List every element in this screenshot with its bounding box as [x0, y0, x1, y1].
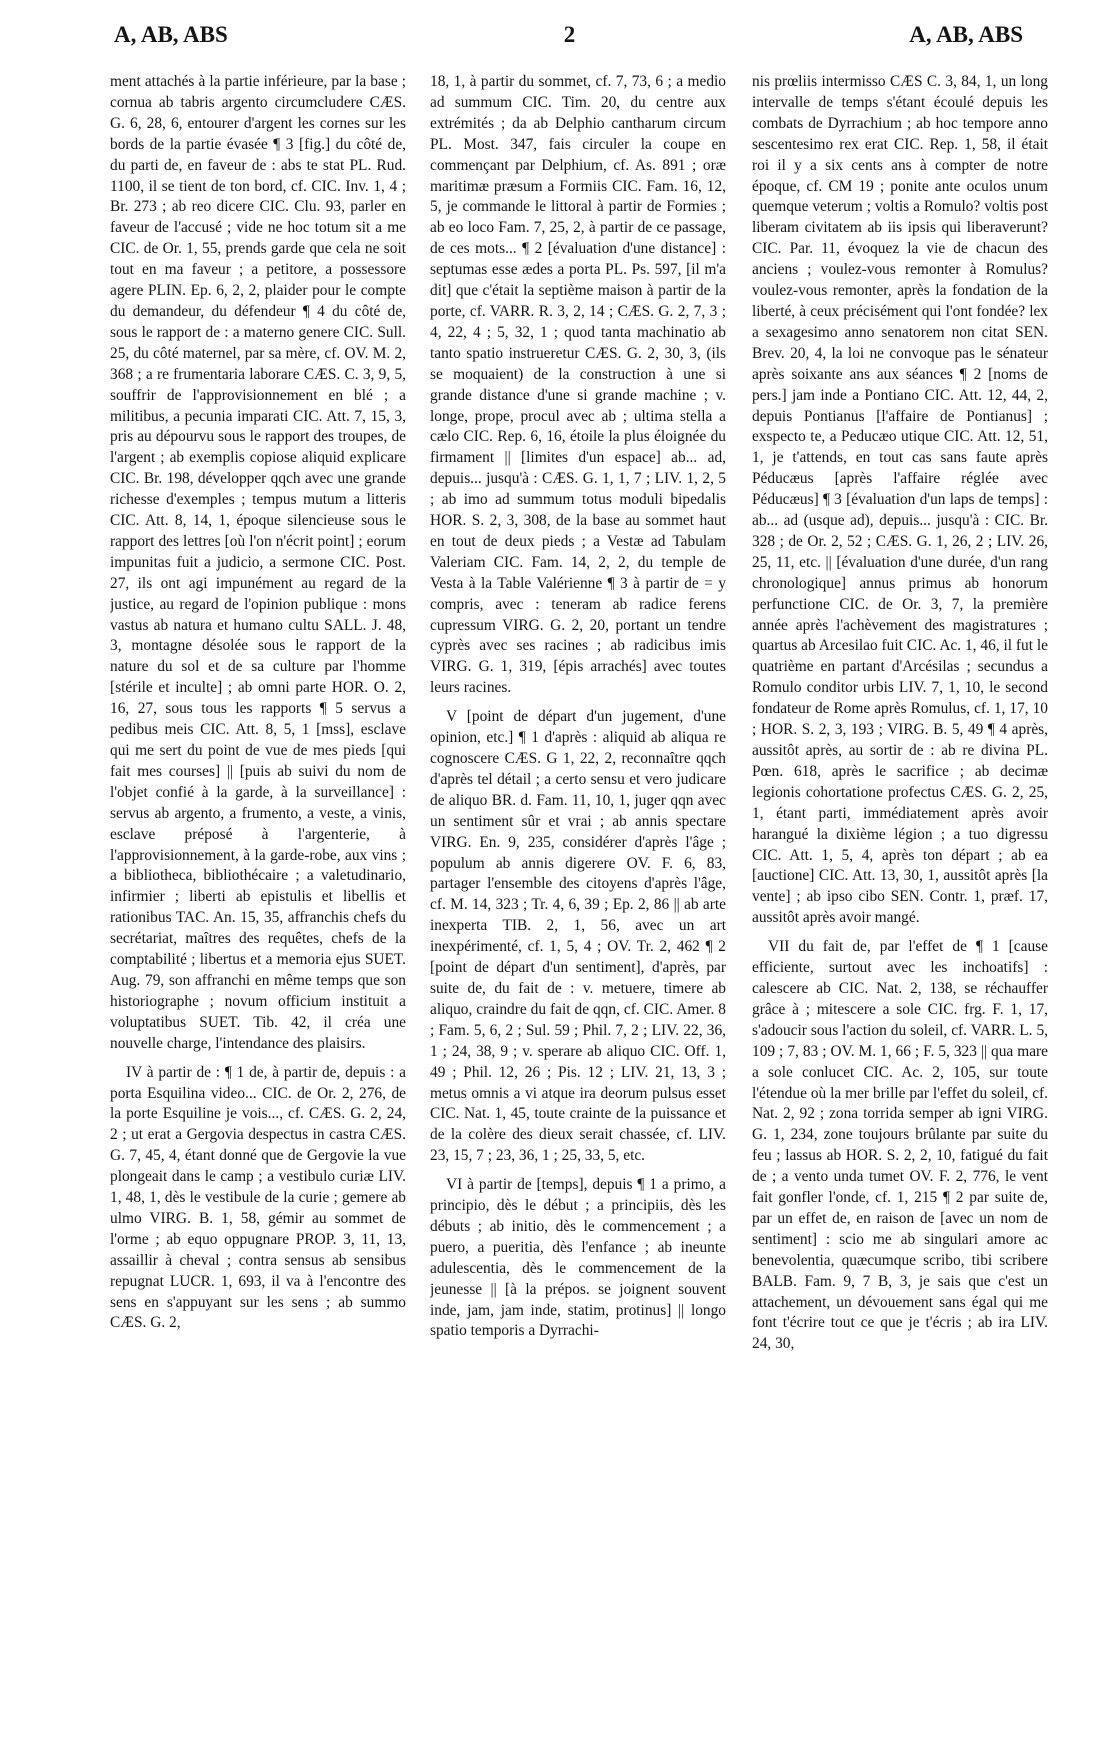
entry-paragraph: 18, 1, à partir du sommet, cf. 7, 73, 6 ; a medio ad summum CIC. Tim. 20, du centre aux extrémités ; da ab Delphio cantharum circum PL. Most. 347, fais circuler la coupe en commençant par Delphium, cf. As. 891 ; oræ maritimæ præsum a Formiis CIC. Fam. 16, 12, 5, je commande le littoral à partir de Formies ; ab eo loco Fam. 7, 25, 2, à partir de ce passage, de ces mots... ¶ 2 [évaluation d'une distance] : septumas esse ædes a porta PL. Ps. 597, [il m'a dit] que c'était la septième maison à partir de la porte, cf. VARR. R. 3, 2, 14 ; CÆS. G. 2, 7, 3 ; 4, 22, 4 ; 5, 32, 1 ; quod tanta machinatio ab tanto spatio instrueretur CÆS. G. 2, 30, 3, (ils se moquaient) de la construction à une si grande distance d'une si grande machine ; v. longe, prope, procul avec ab ; ultima stella a cælo CIC. Rep. 6, 16, étoile la plus éloignée du firmament || [limites d'un espace] ab... ad, depuis... jusqu'à : CÆS. G. 1, 1, 7 ; LIV. 1, 2, 5 ; ab imo ad summum totus moduli bipedalis HOR. S. 2, 3, 308, de la base au sommet haut en tout de deux pieds ; a Vestæ ad Tabulam Valeriam CIC. Fam. 14, 2, 2, du temple de Vesta à la Table Valérienne ¶ 3 à partir de = y compris, avec : teneram ab radice ferens cupressum VIRG. G. 2, 20, portant un tendre cyprès avec ses racines ; ab radicibus imis VIRG. G. 1, 319, [épis arrachés] avec toutes leurs racines.	[430, 73, 726, 697]
dictionary-columns	[110, 72, 1050, 1744]
entry-paragraph: nis prœliis intermisso CÆS C. 3, 84, 1, un long intervalle de temps s'étant écoulé depuis les combats de Dyrrachium ; ab hoc tempore anno sescentesimo rex erat CIC. Rep. 1, 58, il était roi il y a six cents ans à compter de notre époque, cf. CM 19 ; ponite ante oculos unum quemque veterum ; voltis a Romulo? voltis post liberam civitatem ab iis ipsis qui liberaverunt? CIC. Par. 11, évoquez la vie de chacun des anciens ; voulez-vous remonter à Romulus? voulez-vous remonter, après la fondation de la liberté, à ceux précisément qui l'ont fondée? lex a sexagesimo anno senatorem non citat SEN. Brev. 20, 4, la loi ne convoque pas le sénateur après soixante ans aux séances ¶ 2 [noms de pers.] jam inde a Pontiano CIC. Att. 12, 44, 2, depuis Pontianus [l'affaire de Pontianus] ; exspecto te, a Peducæo utique CIC. Att. 12, 51, 1, je t'attends, en tout cas sans faute après Péducæus [après l'affaire réglée avec Péducæus] ¶ 3 [évaluation d'un laps de temps] : ab... ad (usque ad), depuis... jusqu'à : CIC. Br. 328 ; de Or. 2, 52 ; CÆS. G. 1, 26, 2 ; LIV. 26, 25, 11, etc. || [évaluation d'une durée, d'un rang chronologique] annus primus ab honorum perfunctione CIC. de Or. 3, 7, la première année après l'achèvement des magistratures ; quartus ab Arcesilao fuit CIC. Ac. 1, 46, il fut le quatrième en partant d'Arcésilas ; secundus a Romulo conditor urbis LIV. 7, 1, 10, le second fondateur de Rome après Romulus, cf. 1, 17, 10 ; HOR. S. 2, 3, 193 ; VIRG. B. 5, 49 ¶ 4 après, aussitôt après, au sortir de : ab re divina PL. Pœn. 618, après le sacrifice ; ab decimæ legionis cohortatione profectus CÆS. G. 2, 25, 1, étant parti, immédiatement après avoir harangué la dixième légion ; a tuo digressu CIC. Att. 1, 5, 4, après ton départ ; ab ea [auctione] CIC. Att. 13, 30, 1, aussitôt après [la vente] ; ab ipso cibo SEN. Contr. 1, præf. 17, aussitôt après avoir mangé.	[752, 73, 1048, 927]
page-header	[92, 22, 1047, 58]
entry-section-v: V [point de départ d'un jugement, d'une opinion, etc.] ¶ 1 d'après : aliquid ab aliqua re cognoscere CÆS. G 1, 22, 2, reconnaître qqch d'après tel détail ; a certo sensu et vero judicare de aliquo BR. d. Fam. 11, 10, 1, juger qqn avec un sentiment sûr et vrai ; ab annis spectare VIRG. En. 9, 235, considérer d'après l'âge ; populum ab annis digerere OV. F. 6, 83, partager l'ensemble des citoyens d'après l'âge, cf. M. 14, 323 ; Tr. 4, 6, 39 ; Ep. 2, 86 || ab arte inexperta TIB. 2, 1, 56, avec un art inexpérimenté, cf. 1, 5, 4 ; OV. Tr. 2, 462 ¶ 2 [point de départ d'un sentiment], d'après, par suite de, du fait de : v. metuere, timere ab aliquo, craindre du fait de qqn, cf. CIC. Amer. 8 ; Fam. 5, 6, 2 ; Sul. 59 ; Phil. 7, 2 ; LIV. 22, 36, 1 ; 24, 38, 9 ; v. sperare ab aliquo CIC. Off. 1, 49 ; Phil. 12, 26 ; Pis. 12 ; LIV. 21, 13, 3 ; metus omnis a vi atque ira deorum pulsus esset CIC. Nat. 1, 45, toute crainte de la puissance et de la colère des dieux serait chassée, cf. LIV. 23, 15, 7 ; 23, 36, 1 ; 25, 33, 5, etc.	[430, 708, 726, 1165]
column-3	[752, 72, 1048, 1744]
entry-section-vii: VII du fait de, par l'effet de ¶ 1 [cause efficiente, surtout avec les inchoatifs] : calescere ab CIC. Nat. 2, 138, se réchauffer grâce à ; mitescere a sole CIC. frg. F. 1, 17, s'adoucir sous l'action du soleil, cf. VARR. L. 5, 109 ; 7, 83 ; OV. M. 1, 66 ; F. 5, 323 || qua mare a sole conlucet CIC. Ac. 2, 105, sur toute l'étendue où la mer brille par l'effet du soleil, cf. Nat. 2, 92 ; zona torrida semper ab igni VIRG. G. 1, 234, zone toujours brûlante par suite du feu ; lassus ab HOR. S. 2, 2, 10, fatigué du fait de ; a vento unda tumet OV. F. 2, 776, le vent fait gonfler l'onde, cf. 1, 215 ¶ 2 par suite de, par un effet de, en raison de [avec un nom de sentiment] : scio me ab singulari amore ac benevolentia, quæcumque scribo, tibi scribere BALB. Fam. 9, 7 B, 3, je sais que c'est un attachement, un dévouement sans égal qui me font t'écrire tout ce que je t'écris ; ab ira LIV. 24, 30,	[752, 938, 1048, 1353]
entry-section-vi: VI à partir de [temps], depuis ¶ 1 a primo, a principio, dès le début ; a principiis, dès les débuts ; ab initio, dès le commencement ; a puero, a pueritia, dès l'enfance ; ab ineunte adulescentia, dès le commencement de la jeunesse || [à la prépos. se joignent souvent inde, jam, jam inde, statim, protinus] || longo spatio temporis a Dyrrachi-	[430, 1176, 726, 1340]
page-number: 2	[563, 22, 576, 47]
entry-paragraph: ment attachés à la partie inférieure, par la base ; cornua ab tabris argento circumcludere CÆS. G. 6, 28, 6, entourer d'argent les cornes sur les bords de la partie évasée ¶ 3 [fig.] du côté de, du parti de, en faveur de : abs te stat PL. Rud. 1100, il se tient de ton bord, cf. CIC. Inv. 1, 4 ; Br. 273 ; ab reo dicere CIC. Clu. 93, parler en faveur de l'accusé ; vide ne hoc totum sit a me CIC. de Or. 1, 55, prends garde que cela ne soit tout en ma faveur ; a petitore, a possessore agere PLIN. Ep. 6, 2, 2, plaider pour le compte du demandeur, du défendeur ¶ 4 du côté de, sous le rapport de : a materno genere CIC. Sull. 25, du côté maternel, par sa mère, cf. OV. M. 2, 368 ; a re frumentaria laborare CÆS. C. 3, 9, 5, souffrir de l'approvisionnement en blé ; a militibus, a pecunia imparati CIC. Att. 7, 15, 3, pris au dépourvu sous le rapport des troupes, de l'argent ; ab exemplis copiose aliquid explicare CIC. Br. 198, développer qqch avec une grande richesse d'exemples ; tempus mutum a litteris CIC. Att. 8, 14, 1, époque silencieuse sous le rapport des lettres [où l'on n'écrit point] ; eorum impunitas fuit a judicio, a sermone CIC. Post. 27, ils ont agi impunément au regard de la justice, au regard de l'opinion publique : mons vastus ab natura et humano cultu SALL. J. 48, 3, montagne désolée sous le rapport de la nature du sol et de sa culture par l'homme [stérile et inculte] ; ab omni parte HOR. O. 2, 16, 27, sous tous les rapports ¶ 5 servus a pedibus meis CIC. Att. 8, 5, 1 [mss], esclave qui me sert du point de vue de mes pieds [qui fait mes courses] || [puis ab suivi du nom de l'objet confié à la garde, à la surveillance] : servus ab argento, a frumento, a veste, a vinis, esclave préposé à l'argenterie, à l'approvisionnement, à la garde-robe, aux vins ; a bibliotheca, bibliothécaire ; a valetudinario, infirmier ; liberti ab epistulis et libellis et rationibus TAC. An. 15, 35, affranchis chefs du secrétariat, maîtres des requêtes, chefs de la comptabilité ; libertus et a memoria ejus SUET. Aug. 79, son affranchi en même temps que son historiographe ; novum officium instituit a voluptatibus SUET. Tib. 42, il créa une nouvelle charge, l'intendance des plaisirs.	[110, 73, 406, 1052]
column-1	[110, 72, 406, 1744]
entry-section-iv: IV à partir de : ¶ 1 de, à partir de, depuis : a porta Esquilina video... CIC. de Or. 2, 276, de la porte Esquiline je vois..., cf. CÆS. G. 2, 24, 2 ; ut erat a Gergovia despectus in castra CÆS. G. 7, 45, 4, étant donné que de Gergovie la vue plongeait dans le camp ; a vestibulo curiæ LIV. 1, 48, 1, dès le vestibule de la curie ; gemere ab ulmo VIRG. B. 1, 58, gémir au sommet de l'orme ; ab equo oppugnare PROP. 3, 11, 13, assaillir à cheval ; contra sensus ab sensibus repugnat LUCR. 1, 693, il va à l'encontre des sens en s'appuyant sur les sens ; ab summo CÆS. G. 2,	[110, 1063, 406, 1332]
header-left-guideword: A, AB, ABS	[114, 22, 228, 47]
column-2	[430, 72, 726, 1744]
header-right-guideword: A, AB, ABS	[909, 22, 1023, 47]
